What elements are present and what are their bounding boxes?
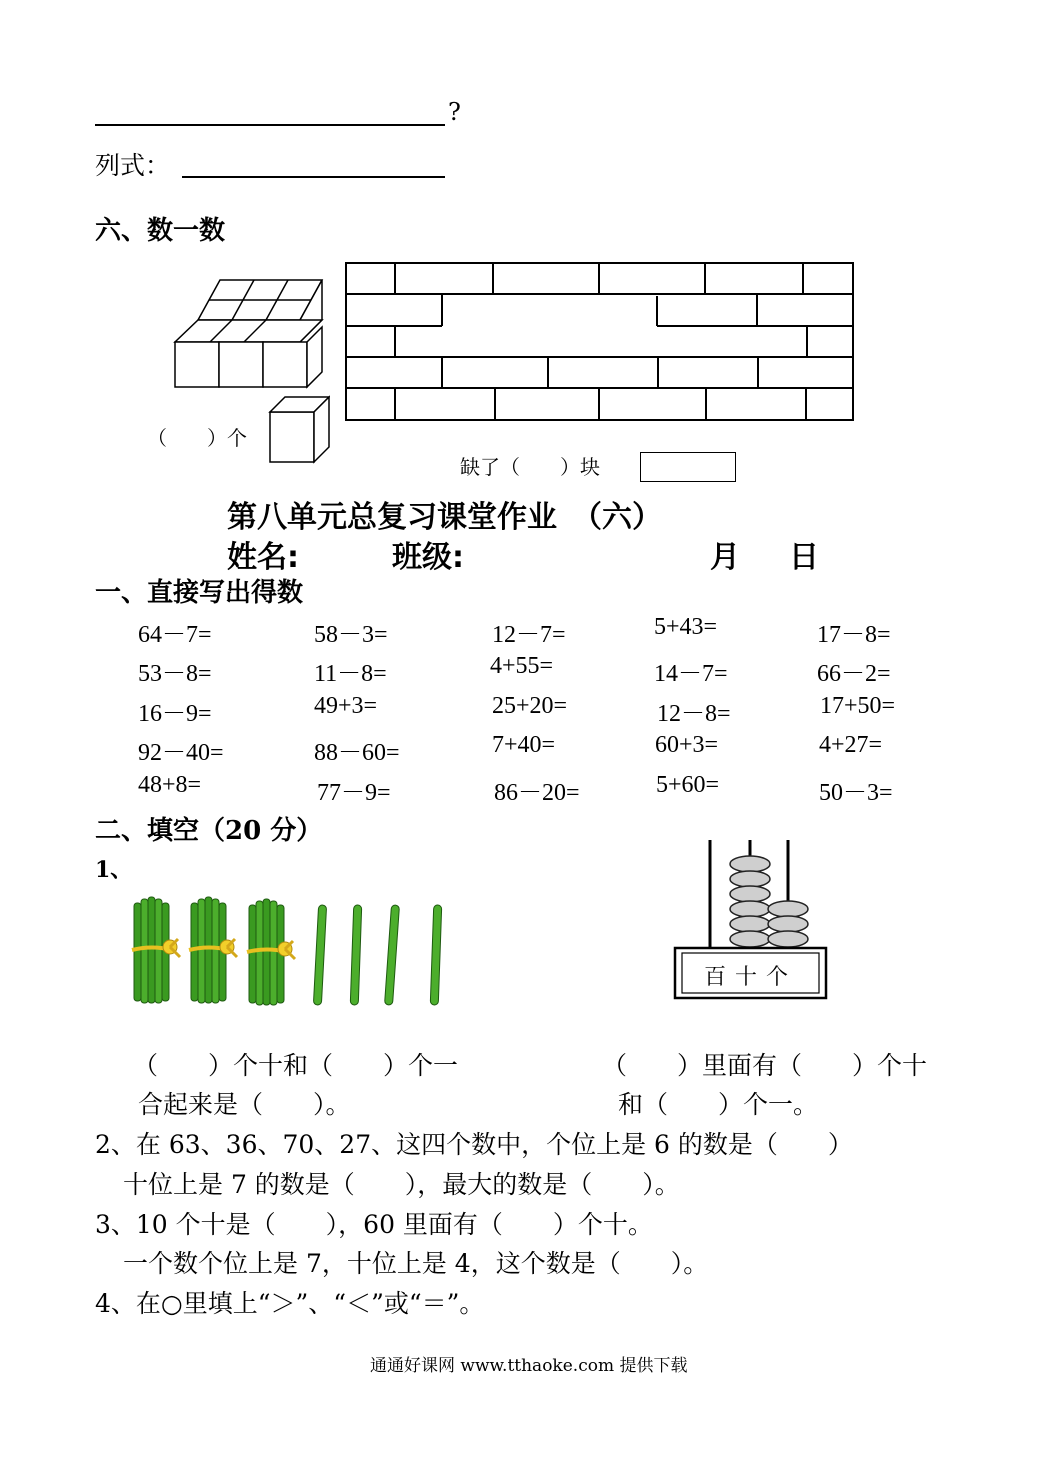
calc-item: 17－8= bbox=[817, 622, 891, 648]
formula-answer-line bbox=[182, 176, 445, 178]
calc-item: 5+60= bbox=[656, 772, 720, 798]
calc-item: 12－7= bbox=[492, 622, 566, 648]
calc-item: 12－8= bbox=[657, 701, 731, 727]
name-label: 姓名: bbox=[227, 540, 299, 575]
q3-line2: 一个数个位上是 7，十位上是 4，这个数是（ ）。 bbox=[123, 1249, 709, 1278]
calc-item: 14－7= bbox=[654, 661, 728, 687]
calc-item: 50－3= bbox=[819, 780, 893, 806]
q1-right-line2: 和（ ）个一。 bbox=[618, 1090, 819, 1119]
q1-right-line1: （ ）里面有（ ）个十 bbox=[602, 1051, 928, 1080]
q1-left-line1: （ ）个十和（ ）个一 bbox=[133, 1051, 459, 1080]
brick-answer-box bbox=[640, 452, 736, 482]
formula-label: 列式： bbox=[95, 151, 171, 180]
calc-item: 64－7= bbox=[138, 622, 212, 648]
section2-title: 二、填空（20 分） bbox=[95, 816, 323, 846]
section1-title: 一、直接写出得数 bbox=[95, 578, 304, 608]
class-label: 班级: bbox=[392, 540, 464, 575]
q3-line1: 3、10 个十是（ ），60 里面有（ ）个十。 bbox=[95, 1210, 653, 1239]
q2-line1: 2、在 63、36、70、27、这四个数中，个位上是 6 的数是（ ） bbox=[95, 1130, 853, 1159]
day-label: 日 bbox=[789, 540, 819, 575]
calc-item: 58－3= bbox=[314, 622, 388, 648]
calc-item: 86－20= bbox=[494, 780, 580, 806]
calc-item: 88－60= bbox=[314, 740, 400, 766]
month-label: 月 bbox=[710, 540, 740, 575]
question1-number: 1、 bbox=[95, 857, 133, 883]
question-mark: ? bbox=[448, 98, 461, 126]
stick-bundles-figure bbox=[130, 895, 460, 1010]
calc-item: 66－2= bbox=[817, 661, 891, 687]
q1-left-line2: 合起来是（ ）。 bbox=[138, 1090, 351, 1119]
q2-line2: 十位上是 7 的数是（ ），最大的数是（ ）。 bbox=[123, 1170, 680, 1199]
calc-item: 5+43= bbox=[654, 614, 718, 640]
answer-line-top bbox=[95, 124, 445, 126]
calc-item: 53－8= bbox=[138, 661, 212, 687]
calc-item: 77－9= bbox=[317, 780, 391, 806]
calc-item: 92－40= bbox=[138, 740, 224, 766]
brick-wall-figure bbox=[345, 262, 855, 422]
calc-item: 25+20= bbox=[492, 693, 568, 719]
abacus-place-labels: 百 十 个 bbox=[704, 965, 789, 990]
brick-count-answer: 缺了（ ）块 bbox=[460, 455, 600, 479]
calc-item: 4+55= bbox=[490, 653, 554, 679]
calc-item: 4+27= bbox=[819, 732, 883, 758]
footer-text: 通通好课网 www.tthaoke.com 提供下载 bbox=[370, 1356, 688, 1376]
calc-item: 16－9= bbox=[138, 701, 212, 727]
calc-item: 17+50= bbox=[820, 693, 896, 719]
section6-title: 六、数一数 bbox=[95, 216, 226, 246]
calc-item: 7+40= bbox=[492, 732, 556, 758]
calc-item: 11－8= bbox=[314, 661, 387, 687]
calc-item: 60+3= bbox=[655, 732, 719, 758]
cube-count-answer: （ ）个 bbox=[147, 426, 247, 450]
calc-item: 49+3= bbox=[314, 693, 378, 719]
worksheet-title: 第八单元总复习课堂作业 （六） bbox=[227, 500, 662, 535]
calc-item: 48+8= bbox=[138, 772, 202, 798]
q4-line1: 4、在○里填上“＞”、“＜”或“＝”。 bbox=[95, 1289, 485, 1318]
